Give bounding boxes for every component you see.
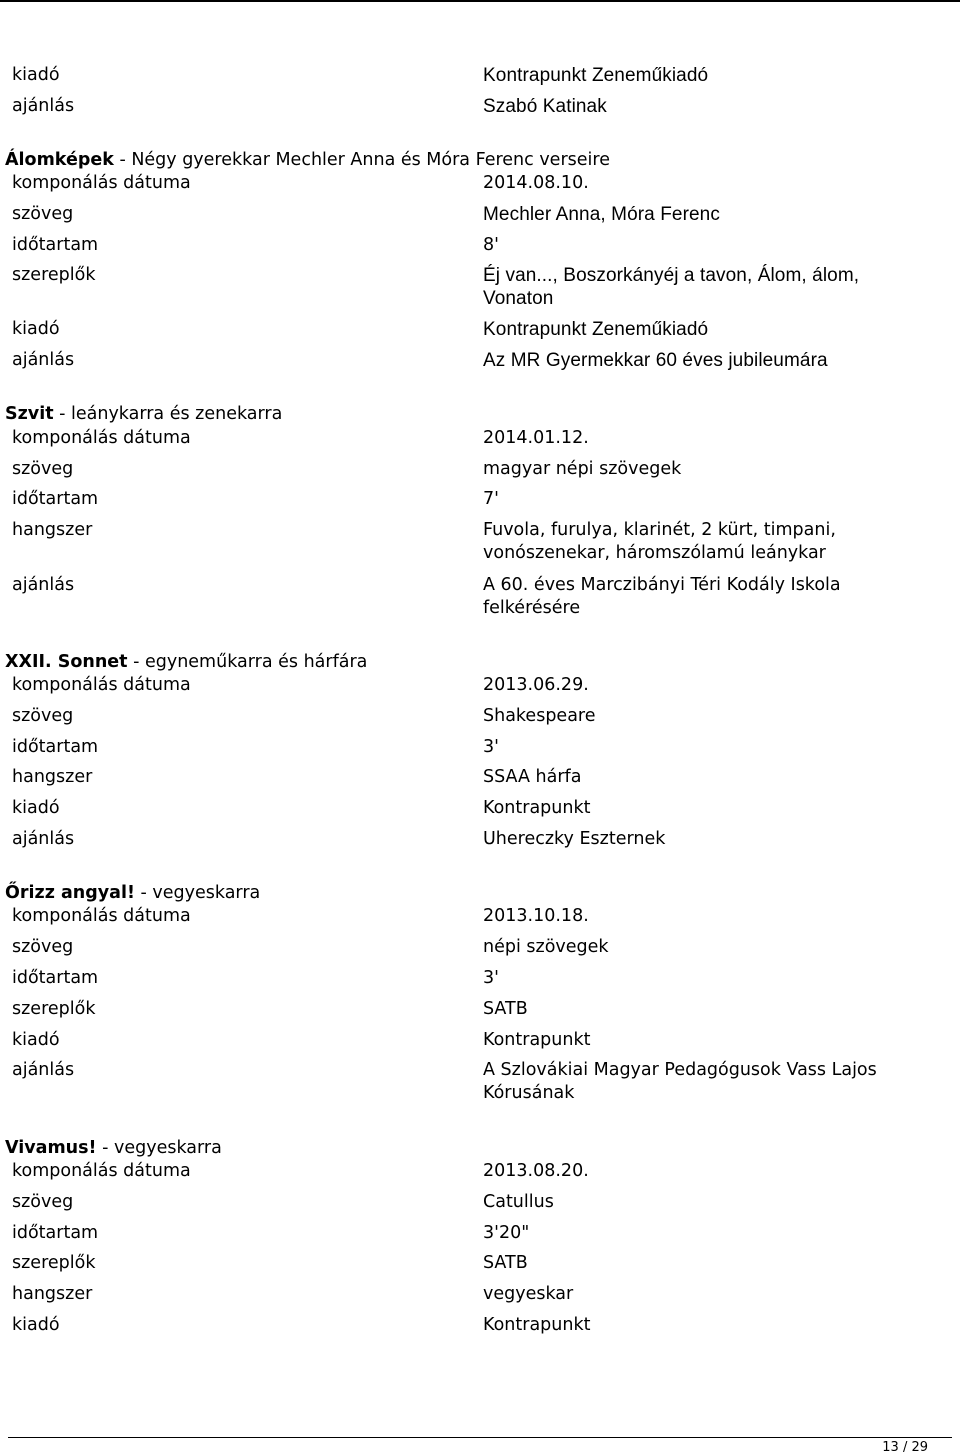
row-label: időtartam: [12, 235, 99, 255]
row-label: ajánlás: [12, 829, 75, 849]
row-label: ajánlás: [12, 575, 75, 595]
work-title-subtitle: - Négy gyerekkar Mechler Anna és Móra Ferenc verseire: [113, 150, 610, 170]
row-value: SSAA hárfa: [483, 767, 582, 787]
row-value: Fuvola, furulya, klarinét, 2 kürt, timpani, vonószenekar, háromszólamú leánykar: [483, 520, 836, 563]
row-value: Kontrapunkt: [483, 1030, 591, 1050]
work-title: [5, 403, 282, 425]
row-label: hangszer: [12, 1284, 93, 1304]
row-label: szöveg: [12, 1192, 74, 1212]
row-label: időtartam: [12, 968, 99, 988]
row-label: kiadó: [12, 1030, 60, 1050]
row-value: 2013.10.18.: [483, 906, 589, 926]
row-label: szöveg: [12, 204, 74, 224]
row-label: kiadó: [12, 1315, 60, 1335]
row-value: népi szövegek: [483, 937, 609, 957]
row-label: komponálás dátuma: [12, 428, 191, 448]
row-label: kiadó: [12, 65, 60, 85]
work-title-name: Álomképek: [5, 150, 114, 170]
row-value: 2014.01.12.: [483, 428, 589, 448]
row-value: Kontrapunkt Zeneműkiadó: [483, 319, 709, 340]
row-value: 3': [483, 968, 499, 988]
row-value: A 60. éves Marczibányi Téri Kodály Iskola felkérésére: [483, 575, 841, 618]
row-label: komponálás dátuma: [12, 1161, 191, 1181]
work-title-subtitle: - vegyeskarra: [96, 1138, 222, 1158]
row-value: Kontrapunkt Zeneműkiadó: [483, 65, 709, 86]
row-value: SATB: [483, 999, 528, 1019]
row-value: Kontrapunkt: [483, 1315, 591, 1335]
row-label: ajánlás: [12, 96, 75, 116]
row-label: kiadó: [12, 319, 60, 339]
row-label: szereplők: [12, 999, 96, 1019]
row-value: 7': [483, 489, 499, 509]
work-title-subtitle: - leánykarra és zenekarra: [53, 404, 283, 424]
row-value: 2013.06.29.: [483, 675, 589, 695]
work-title-name: Őrizz angyal!: [5, 883, 135, 903]
row-value: 2014.08.10.: [483, 173, 589, 193]
row-value: A Szlovákiai Magyar Pedagógusok Vass Lajos Kórusának: [483, 1060, 877, 1103]
row-value: Catullus: [483, 1192, 554, 1212]
row-label: szöveg: [12, 937, 74, 957]
work-title-name: XXII. Sonnet: [5, 652, 128, 672]
row-value: vegyeskar: [483, 1284, 574, 1304]
row-label: időtartam: [12, 737, 99, 757]
row-value: magyar népi szövegek: [483, 459, 682, 479]
work-title-subtitle: - egyneműkarra és hárfára: [127, 652, 368, 672]
page-number: 13 / 29: [882, 1440, 928, 1455]
row-label: szöveg: [12, 459, 74, 479]
row-value: Szabó Katinak: [483, 96, 607, 117]
work-title-name: Vivamus!: [5, 1138, 97, 1158]
row-value: Shakespeare: [483, 706, 596, 726]
row-label: hangszer: [12, 520, 93, 540]
row-value: Kontrapunkt: [483, 798, 591, 818]
row-value: Éj van..., Boszorkányéj a tavon, Álom, álom, Vonaton: [483, 265, 860, 309]
work-title: [5, 882, 260, 904]
row-label: komponálás dátuma: [12, 675, 191, 695]
row-label: időtartam: [12, 489, 99, 509]
row-label: hangszer: [12, 767, 93, 787]
work-title: [5, 149, 610, 171]
row-label: kiadó: [12, 798, 60, 818]
work-title: [5, 1137, 222, 1159]
row-label: komponálás dátuma: [12, 173, 191, 193]
row-label: komponálás dátuma: [12, 906, 191, 926]
row-value: Az MR Gyermekkar 60 éves jubileumára: [483, 350, 828, 371]
row-value: 8': [483, 235, 499, 255]
row-value: Uhereczky Eszternek: [483, 829, 666, 849]
row-value: 3': [483, 737, 499, 757]
footer-rule: [8, 1437, 952, 1438]
work-title: [5, 651, 367, 673]
row-value: Mechler Anna, Móra Ferenc: [483, 204, 720, 225]
row-value: SATB: [483, 1253, 528, 1273]
row-value: 3'20": [483, 1223, 530, 1243]
row-label: ajánlás: [12, 350, 75, 370]
row-label: ajánlás: [12, 1060, 75, 1080]
row-value: 2013.08.20.: [483, 1161, 589, 1181]
work-title-subtitle: - vegyeskarra: [134, 883, 261, 903]
row-label: szereplők: [12, 265, 96, 285]
row-label: időtartam: [12, 1223, 99, 1243]
row-label: szöveg: [12, 706, 74, 726]
row-label: szereplők: [12, 1253, 96, 1273]
work-title-name: Szvit: [5, 404, 54, 424]
top-rule: [0, 0, 960, 2]
